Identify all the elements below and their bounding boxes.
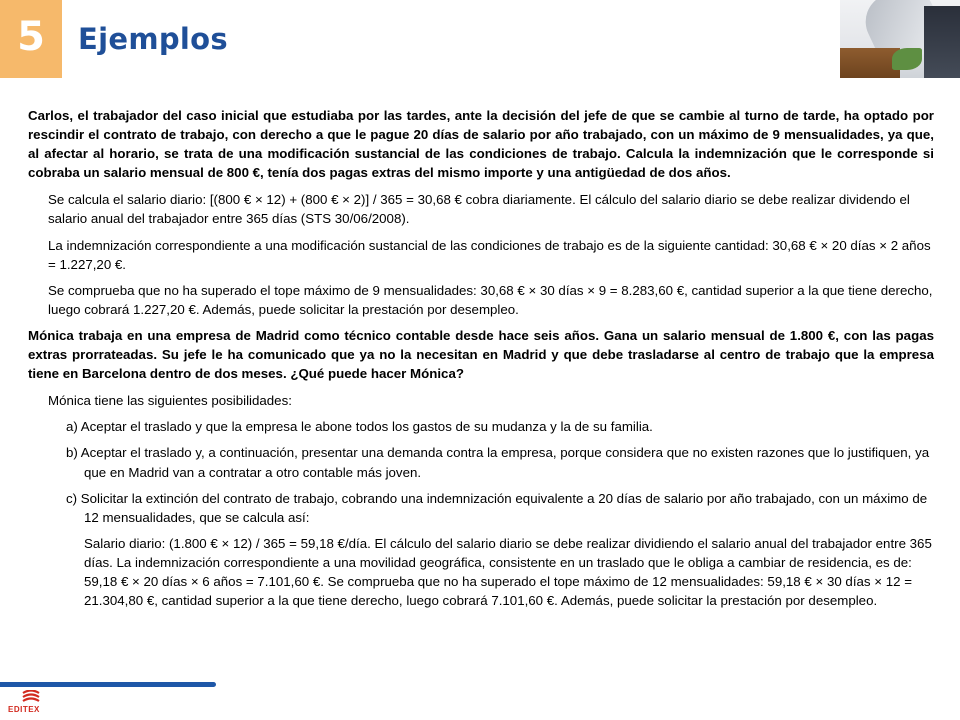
case1-paragraph-3: Se comprueba que no ha superado el tope máximo de 9 mensualidades: 30,68 € × 30 días × 9 = 8.283,60 €, cantidad superior a la que tiene derecho, luego cobrará 1.227,20 €. Además, puede solicitar la prestación por desempleo. [48, 282, 933, 317]
chapter-badge [0, 0, 62, 78]
case2-intro: Mónica tiene las siguientes posibilidades: [48, 393, 292, 409]
case2-option-b: b) Aceptar el traslado y, a continuación, presentar una demanda contra la empresa, porque considera que no existen razones que lo justifiquen, ya que en Madrid van a contratar a otro contable más joven. [66, 445, 930, 480]
case1-paragraph-2: La indemnización correspondiente a una modificación sustancial de las condiciones de trabajo es de la siguiente cantidad: 30,68 € × 20 días × 2 años = 1.227,20 €. [48, 237, 931, 272]
case1-paragraph-1: Se calcula el salario diario: [(800 € × 12) + (800 € × 2)] / 365 = 30,68 € cobra diariamente. El cálculo del salario diario se debe realizar dividendo el salario anual del trabajador entre 365 días (STS 30/06/2008). [48, 192, 910, 227]
case2-statement: Mónica trabaja en una empresa de Madrid como técnico contable desde hace seis años. Gana un salario mensual de 1.800 €, con las pagas extras prorrateadas. Su jefe le ha comunicado que ya no la necesitan en Madrid y que debe trasladarse al centro de trabajo que la empresa tiene en Barcelona dentro de dos meses. ¿Qué puede hacer Mónica? [28, 327, 934, 382]
editex-logo [8, 690, 58, 716]
header-photo [840, 0, 960, 78]
case2-option-c: c) Solicitar la extinción del contrato de trabajo, cobrando una indemnización equivalente a 20 días de salario por año trabajado, con un máximo de 12 mensualidades, que se calcula así: [66, 490, 928, 525]
chapter-number: 5 [17, 14, 45, 60]
main-content [28, 106, 934, 610]
case1-statement: Carlos, el trabajador del caso inicial que estudiaba por las tardes, ante la decisión del jefe de que se cambie al turno de tarde, ha optado por rescindir el contrato de trabajo, con derecho a que le pague 20 días de salario por año trabajado, con un máximo de 9 mensualidades, ya que, al afectar al horario, se trata de una modificación sustancial de las condiciones de trabajo. Calcula la indemnización que le corresponde si cobraba un salario mensual de 800 €, tenía dos pagas extras del mismo importe y una antigüedad de dos años. [28, 108, 934, 181]
page-title: Ejemplos [78, 22, 228, 56]
editex-logo-text: EDITEX [8, 705, 40, 714]
case2-option-a: a) Aceptar el traslado y que la empresa le abone todos los gastos de su mudanza y la de su familia. [66, 419, 653, 435]
case2-calculation: Salario diario: (1.800 € × 12) / 365 = 59,18 €/día. El cálculo del salario diario se debe realizar dividiendo el salario anual del trabajador entre 365 días. La indemnización correspondiente a una movilidad geográfica, consistente en un traslado que le obliga a cambiar de residencia, es de: 59,18 € × 20 días × 6 años = 7.101,60 €. Se comprueba que no ha superado el tope máximo de 12 mensualidades: 59,18 € × 30 días × 12 = 21.304,80 €, cantidad superior a la que tiene derecho, luego cobrará 7.101,60 €. Además, puede solicitar la prestación por desempleo. [84, 535, 932, 609]
footer-line [0, 682, 216, 687]
editex-logo-icon [20, 690, 42, 704]
